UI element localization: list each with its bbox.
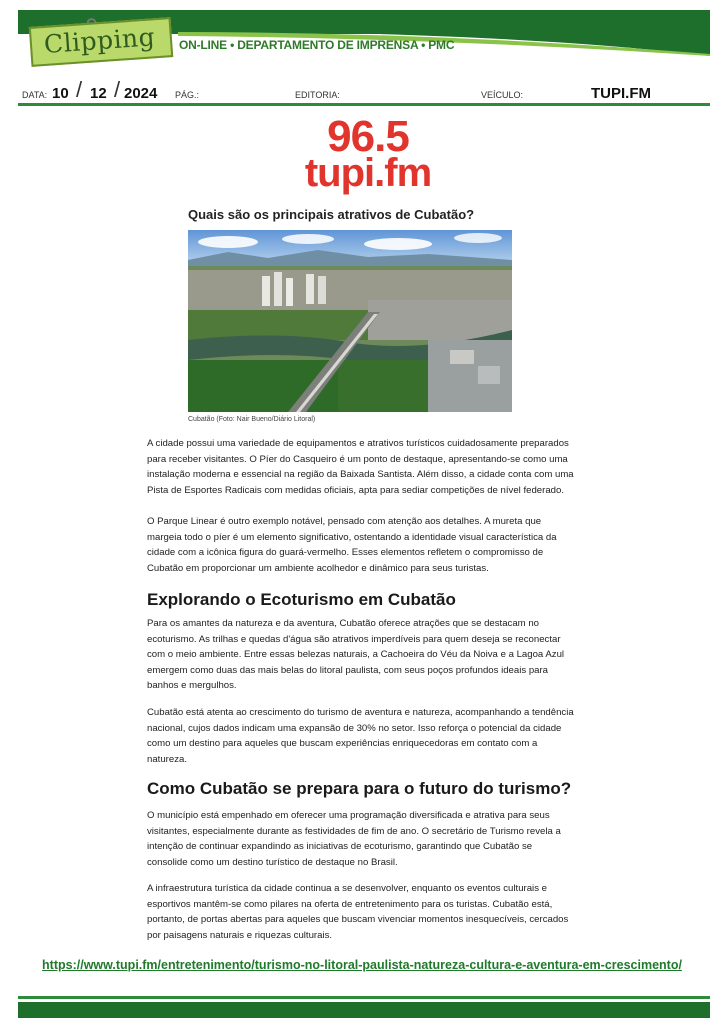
date-label: DATA: [22,90,48,100]
veiculo-value: TUPI.FM [591,85,651,102]
tupi-fm-logo [288,112,448,195]
date-day: 10 [52,85,69,102]
section-question-title: Quais são os principais atrativos de Cubatão? [188,207,475,222]
clipping-logo-text: Clipping [43,22,157,59]
article-paragraph: A infraestrutura turística da cidade continua a se desenvolver, enquanto os eventos culturais e esportivos mantêm-se como pilares na oferta de entretenimento para os turistas. Cubatão está, portanto, de portas abertas para aqueles que buscam vivenciar momentos inesquecíveis, cercados por paisagens naturais e riquezas culturais. [147,883,569,941]
heading-future-tourism: Como Cubatão se prepara para o futuro do turismo? [147,779,572,798]
article-paragraph: Para os amantes da natureza e da aventura, Cubatão oferece atrações que se destacam no ecoturismo. As trilhas e quedas d'água são atrativos imperdíveis para quem deseja se reconectar com o meio ambiente. Entre essas belezas naturais, a Cachoeira do Véu da Noiva e a Lagoa Azul emergem como duas das mais belas do litoral paulista, com seus poços profundos ideais para banhos e mergulhos. [147,618,565,692]
source-url-link[interactable]: https://www.tupi.fm/entretenimento/turismo-no-litoral-paulista-natureza-cultura-e-aventura-em-crescimento/ [42,958,682,972]
metadata-row [18,77,710,104]
heading-ecotourism: Explorando o Ecoturismo em Cubatão [147,590,456,609]
photo-caption: Cubatão (Foto: Nair Bueno/Diário Litoral) [188,416,316,423]
department-title: ON-LINE • DEPARTAMENTO DE IMPRENSA • PMC [179,38,455,52]
date-separator: / [76,77,83,102]
page-label: PÁG.: [175,90,200,100]
aerial-photo-illustration [188,230,512,412]
clipping-logo [29,17,173,67]
article-paragraph: Cubatão está atenta ao crescimento do turismo de aventura e natureza, acompanhando a tendência nacional, cujos dados indicam uma expansão de 30% no setor. Isso reforça o potencial da cidade como um destino para aqueles que buscam experiências enriquecedoras em contato com a natureza. [147,707,574,765]
header-divider [18,103,710,106]
date-month: 12 [90,85,107,102]
date-year: 2024 [124,85,158,102]
cubatao-aerial-photo [188,230,512,412]
footer-bar [18,1002,710,1018]
article-paragraph: O município está empenhado em oferecer uma programação diversificada e atrativa para seus visitantes, especialmente durante as festividades de fim de ano. O secretário de Turismo revela a intenção de continuar expandindo as iniciativas de ecoturismo, garantindo que Cubatão se consolide como um destino turístico de destaque no Brasil. [147,810,561,868]
veiculo-label: VEÍCULO: [481,90,524,100]
article-paragraph: O Parque Linear é outro exemplo notável, pensado com atenção aos detalhes. A mureta que margeia todo o píer é um elemento significativo, ostentando a identidade visual característica da cidade com a icônica figura do guará-vermelho. Esses elementos refletem o compromisso de Cubatão em proporcionar um ambiente acolhedor e dinâmico para seus turistas. [147,516,557,574]
editoria-label: EDITORIA: [295,90,340,100]
footer-divider [18,996,710,999]
date-separator: / [114,77,121,102]
logo-name: tupi.fm [304,151,432,195]
article-paragraph: A cidade possui uma variedade de equipamentos e atrativos turísticos cuidadosamente preparados para receber visitantes. O Píer do Casqueiro é um ponto de destaque, apresentando-se como uma instalação moderna e essencial na região da Baixada Santista. Além disso, a cidade conta com uma Pista de Esportes Radicais com medidas oficiais, apta para sediar competições de nível federado. [147,438,574,496]
logo-frequency: 96.5 [327,112,409,161]
